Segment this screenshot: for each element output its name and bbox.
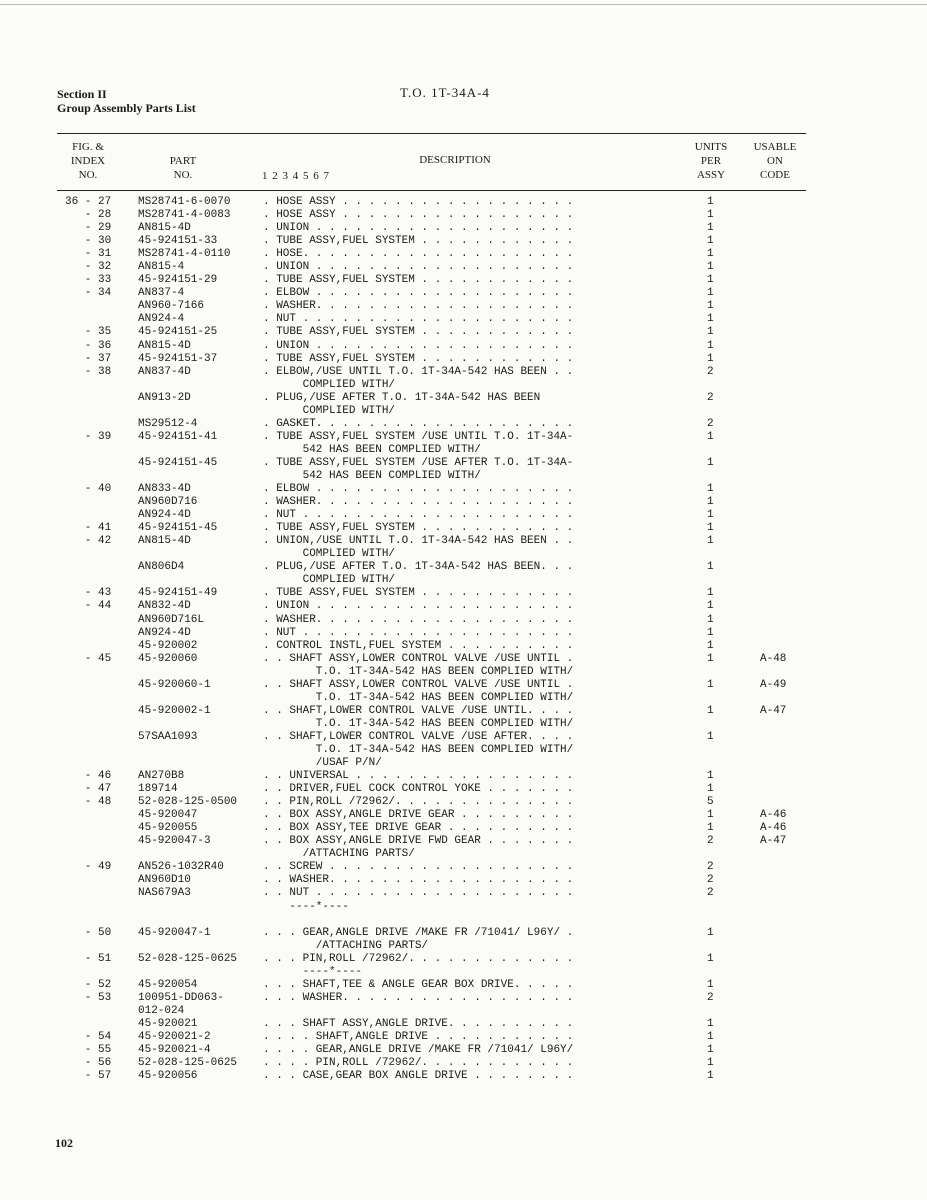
- units-cell: 1: [707, 613, 714, 626]
- table-row: [0, 809, 927, 822]
- table-row: [0, 287, 927, 300]
- column-header-description: DESCRIPTION: [419, 154, 491, 166]
- description-cell: COMPLIED WITH/: [263, 574, 396, 587]
- part-number-cell: 57SAA1093: [138, 730, 198, 743]
- table-row: [0, 692, 927, 705]
- part-number-cell: AN526-1032R40: [138, 861, 224, 874]
- description-cell: . WASHER. . . . . . . . . . . . . . . . . . . .: [263, 613, 574, 626]
- part-number-cell: AN960D10: [138, 874, 191, 887]
- table-row: [0, 992, 927, 1005]
- description-cell: . TUBE ASSY,FUEL SYSTEM . . . . . . . . . . . .: [263, 587, 574, 600]
- page-number: 102: [55, 1136, 73, 1150]
- fig-index-cell: - 40: [65, 483, 112, 496]
- units-cell: 1: [707, 196, 714, 208]
- table-row: [0, 861, 927, 874]
- units-cell: 1: [707, 1044, 714, 1057]
- units-cell: 1: [707, 1070, 714, 1083]
- table-row: [0, 392, 927, 405]
- column-header-line: PART: [169, 155, 197, 167]
- description-cell: . NUT . . . . . . . . . . . . . . . . . . . . .: [263, 313, 574, 326]
- fig-index-cell: - 33: [65, 274, 112, 287]
- part-number-cell: AN924-4D: [138, 626, 191, 639]
- fig-index-cell: - 41: [65, 522, 112, 535]
- description-cell: . HOSE. . . . . . . . . . . . . . . . . . . . .: [263, 248, 574, 261]
- units-cell: 1: [707, 300, 714, 313]
- column-header-line: NO.: [78, 169, 98, 181]
- table-row: [0, 444, 927, 457]
- fig-index-cell: - 53: [65, 991, 112, 1004]
- description-cell: . WASHER. . . . . . . . . . . . . . . . . . . .: [263, 496, 574, 509]
- description-cell: . UNION . . . . . . . . . . . . . . . . . . . .: [263, 339, 574, 352]
- table-row: [0, 874, 927, 887]
- part-number-cell: 45-920047-3: [138, 835, 211, 848]
- table-header-bottom-rule: [57, 190, 806, 191]
- part-number-cell: AN924-4D: [138, 509, 191, 522]
- part-number-cell: 45-924151-41: [138, 430, 218, 443]
- description-cell: /ATTACHING PARTS/: [263, 848, 415, 861]
- usable-code-cell: A-48: [760, 652, 787, 665]
- part-number-cell: AN815-4D: [138, 339, 191, 352]
- column-header-line: ON: [767, 155, 783, 167]
- fig-index-cell: - 38: [65, 365, 112, 378]
- column-header-line: CODE: [760, 169, 790, 181]
- table-header-top-rule: [57, 133, 806, 134]
- group-title: Group Assembly Parts List: [57, 101, 196, 115]
- description-cell: . HOSE ASSY . . . . . . . . . . . . . . . . . .: [263, 196, 574, 208]
- to-number: T.O. 1T-34A-4: [400, 85, 490, 100]
- units-cell: 1: [707, 326, 714, 339]
- units-cell: 2: [707, 417, 714, 430]
- fig-index-cell: 36 - 27: [65, 196, 112, 208]
- description-cell: . . SHAFT,LOWER CONTROL VALVE /USE AFTER. . . .: [263, 730, 574, 743]
- column-header-line: INDEX: [70, 155, 106, 167]
- units-cell: 1: [707, 783, 714, 796]
- table-row: [0, 561, 927, 574]
- table-row: [0, 848, 927, 861]
- part-number-cell: AN960D716: [138, 496, 198, 509]
- units-cell: 1: [707, 456, 714, 469]
- description-cell: . . UNIVERSAL . . . . . . . . . . . . . . . . .: [263, 770, 574, 783]
- table-row: [0, 196, 927, 209]
- fig-index-cell: - 42: [65, 535, 112, 548]
- description-cell: COMPLIED WITH/: [263, 404, 396, 417]
- usable-code-cell: A-47: [760, 835, 787, 848]
- section-label: Section II: [57, 87, 107, 101]
- units-cell: 2: [707, 365, 714, 378]
- table-row: [0, 274, 927, 287]
- part-number-cell: 189714: [138, 783, 178, 796]
- description-cell: . TUBE ASSY,FUEL SYSTEM . . . . . . . . . . . .: [263, 274, 574, 287]
- description-cell: T.O. 1T-34A-542 HAS BEEN COMPLIED WITH/: [263, 691, 574, 704]
- description-cell: . . DRIVER,FUEL COCK CONTROL YOKE . . . . . . .: [263, 783, 574, 796]
- units-cell: 2: [707, 887, 714, 900]
- description-cell: . . . SHAFT ASSY,ANGLE DRIVE. . . . . . . . . .: [263, 1017, 574, 1030]
- table-row: [0, 887, 927, 900]
- part-number-cell: 45-924151-45: [138, 456, 218, 469]
- units-cell: 1: [707, 809, 714, 822]
- column-header-indent-levels: 1 2 3 4 5 6 7: [262, 170, 330, 182]
- fig-index-cell: - 48: [65, 796, 112, 809]
- table-row: [0, 640, 927, 653]
- column-header-fig-index: [57, 140, 119, 182]
- description-cell: . GASKET. . . . . . . . . . . . . . . . . . . .: [263, 417, 574, 430]
- description-cell: . NUT . . . . . . . . . . . . . . . . . . . . .: [263, 509, 574, 522]
- units-cell: 1: [707, 678, 714, 691]
- units-cell: 1: [707, 1017, 714, 1030]
- part-number-cell: MS29512-4: [138, 417, 198, 430]
- description-cell: 542 HAS BEEN COMPLIED WITH/: [263, 469, 481, 482]
- fig-index-cell: - 50: [65, 926, 112, 939]
- description-cell: . . . WASHER. . . . . . . . . . . . . . . . . .: [263, 991, 574, 1004]
- usable-code-cell: A-47: [760, 704, 787, 717]
- description-cell: /USAF P/N/: [263, 757, 382, 770]
- table-row: [0, 1044, 927, 1057]
- units-cell: 1: [707, 770, 714, 783]
- units-cell: 1: [707, 1057, 714, 1070]
- table-row: [0, 313, 927, 326]
- usable-code-cell: A-46: [760, 822, 787, 835]
- fig-index-cell: - 47: [65, 783, 112, 796]
- table-row: [0, 953, 927, 966]
- table-row: [0, 979, 927, 992]
- description-cell: COMPLIED WITH/: [263, 378, 396, 391]
- part-number-cell: AN815-4D: [138, 222, 191, 235]
- parts-list-table: [0, 196, 927, 1083]
- fig-index-cell: - 57: [65, 1070, 112, 1083]
- description-cell: . UNION . . . . . . . . . . . . . . . . . . . .: [263, 222, 574, 235]
- units-cell: 1: [707, 509, 714, 522]
- part-number-cell: 45-920047-1: [138, 926, 211, 939]
- description-cell: . . . GEAR,ANGLE DRIVE /MAKE FR /71041/ L96Y/ .: [263, 926, 574, 939]
- column-header-units-per-assy: [678, 140, 744, 182]
- table-row: [0, 666, 927, 679]
- units-cell: 2: [707, 874, 714, 887]
- part-number-cell: 52-028-125-0625: [138, 1057, 238, 1070]
- description-cell: . TUBE ASSY,FUEL SYSTEM /USE UNTIL T.O. 1T-34A-: [263, 430, 574, 443]
- description-cell: . . . . SHAFT,ANGLE DRIVE . . . . . . . . . . .: [263, 1031, 574, 1043]
- description-cell: . . . . GEAR,ANGLE DRIVE /MAKE FR /71041/ L96Y/: [263, 1044, 574, 1057]
- description-cell: . CONTROL INSTL,FUEL SYSTEM . . . . . . . . . .: [263, 639, 574, 652]
- part-number-cell: 45-920021-2: [138, 1031, 211, 1043]
- description-cell: 542 HAS BEEN COMPLIED WITH/: [263, 443, 481, 456]
- description-cell: . . SHAFT ASSY,LOWER CONTROL VALVE /USE UNTIL .: [263, 652, 574, 665]
- part-number-cell: 45-920047: [138, 809, 198, 822]
- units-cell: 1: [707, 535, 714, 548]
- fig-index-cell: - 49: [65, 861, 112, 874]
- units-cell: 1: [707, 978, 714, 991]
- description-cell: T.O. 1T-34A-542 HAS BEEN COMPLIED WITH/: [263, 665, 574, 678]
- column-header-line: NO.: [173, 169, 193, 181]
- fig-index-cell: - 37: [65, 352, 112, 365]
- units-cell: 1: [707, 313, 714, 326]
- description-cell: . TUBE ASSY,FUEL SYSTEM /USE AFTER T.O. 1T-34A-: [263, 456, 574, 469]
- table-row: [0, 1070, 927, 1083]
- fig-index-cell: - 45: [65, 652, 112, 665]
- units-cell: 1: [707, 261, 714, 274]
- table-row: [0, 548, 927, 561]
- part-number-cell: 45-924151-49: [138, 587, 218, 600]
- units-cell: 1: [707, 209, 714, 222]
- part-number-cell: 012-024: [138, 1004, 185, 1017]
- units-cell: 1: [707, 652, 714, 665]
- table-row: [0, 457, 927, 470]
- table-row: [0, 326, 927, 339]
- table-row: [0, 770, 927, 783]
- part-number-cell: MS28741-6-0070: [138, 196, 231, 208]
- part-number-cell: 45-920060-1: [138, 678, 211, 691]
- units-cell: 2: [707, 991, 714, 1004]
- part-number-cell: AN924-4: [138, 313, 185, 326]
- part-number-cell: AN806D4: [138, 561, 185, 574]
- part-number-cell: 45-920002: [138, 639, 198, 652]
- table-row: [0, 600, 927, 613]
- units-cell: 1: [707, 822, 714, 835]
- description-cell: . . PIN,ROLL /72962/. . . . . . . . . . . . . .: [263, 796, 574, 809]
- fig-index-cell: - 54: [65, 1031, 112, 1043]
- description-cell: . . NUT . . . . . . . . . . . . . . . . . . . .: [263, 887, 574, 900]
- fig-index-cell: - 32: [65, 261, 112, 274]
- column-header-line: USABLE: [753, 141, 797, 153]
- units-cell: 1: [707, 561, 714, 574]
- part-number-cell: 100951-DD063-: [138, 991, 224, 1004]
- table-row: [0, 222, 927, 235]
- units-cell: 1: [707, 600, 714, 613]
- description-cell: ----*----: [263, 965, 363, 978]
- description-cell: . . WASHER. . . . . . . . . . . . . . . . . . .: [263, 874, 574, 887]
- table-row: [0, 248, 927, 261]
- part-number-cell: MS28741-4-0083: [138, 209, 231, 222]
- part-number-cell: 52-028-125-0500: [138, 796, 238, 809]
- units-cell: 1: [707, 952, 714, 965]
- description-cell: . WASHER. . . . . . . . . . . . . . . . . . . .: [263, 300, 574, 313]
- part-number-cell: 45-924151-33: [138, 235, 218, 248]
- table-row: [0, 483, 927, 496]
- description-cell: T.O. 1T-34A-542 HAS BEEN COMPLIED WITH/: [263, 717, 574, 730]
- table-row: [0, 679, 927, 692]
- description-cell: . TUBE ASSY,FUEL SYSTEM . . . . . . . . . . . .: [263, 352, 574, 365]
- part-number-cell: 45-920060: [138, 652, 198, 665]
- description-cell: . . SHAFT ASSY,LOWER CONTROL VALVE /USE UNTIL .: [263, 678, 574, 691]
- description-cell: . TUBE ASSY,FUEL SYSTEM . . . . . . . . . . . .: [263, 522, 574, 535]
- column-header-part-no: [138, 154, 228, 182]
- fig-index-cell: - 56: [65, 1057, 112, 1070]
- units-cell: 1: [707, 639, 714, 652]
- units-cell: 1: [707, 926, 714, 939]
- units-cell: 2: [707, 861, 714, 874]
- part-number-cell: AN960-7166: [138, 300, 205, 313]
- part-number-cell: 45-920055: [138, 822, 198, 835]
- description-cell: . . BOX ASSY,ANGLE DRIVE FWD GEAR . . . . . . .: [263, 835, 574, 848]
- units-cell: 1: [707, 287, 714, 300]
- table-row: [0, 940, 927, 953]
- table-row: [0, 757, 927, 770]
- usable-code-cell: A-46: [760, 809, 787, 822]
- part-number-cell: 45-924151-25: [138, 326, 218, 339]
- table-row: [0, 1005, 927, 1018]
- fig-index-cell: - 31: [65, 248, 112, 261]
- table-row: [0, 783, 927, 796]
- fig-index-cell: - 51: [65, 952, 112, 965]
- table-row: [0, 496, 927, 509]
- table-row: [0, 705, 927, 718]
- fig-index-cell: - 43: [65, 587, 112, 600]
- units-cell: 1: [707, 483, 714, 496]
- part-number-cell: 45-920021-4: [138, 1044, 211, 1057]
- part-number-cell: AN837-4: [138, 287, 185, 300]
- units-cell: 1: [707, 235, 714, 248]
- description-cell: . TUBE ASSY,FUEL SYSTEM . . . . . . . . . . . .: [263, 326, 574, 339]
- table-row: [0, 927, 927, 940]
- description-cell: . . . CASE,GEAR BOX ANGLE DRIVE . . . . . . . .: [263, 1070, 574, 1083]
- part-number-cell: 52-028-125-0625: [138, 952, 238, 965]
- table-row: [0, 209, 927, 222]
- part-number-cell: 45-920002-1: [138, 704, 211, 717]
- fig-index-cell: - 39: [65, 430, 112, 443]
- part-number-cell: AN913-2D: [138, 391, 191, 404]
- part-number-cell: AN960D716L: [138, 613, 205, 626]
- units-cell: 1: [707, 274, 714, 287]
- table-row: [0, 405, 927, 418]
- table-row: [0, 1031, 927, 1044]
- fig-index-cell: - 55: [65, 1044, 112, 1057]
- units-cell: 1: [707, 339, 714, 352]
- fig-index-cell: - 35: [65, 326, 112, 339]
- usable-code-cell: A-49: [760, 678, 787, 691]
- units-cell: 2: [707, 391, 714, 404]
- top-border-line: [0, 4, 927, 5]
- units-cell: 1: [707, 222, 714, 235]
- units-cell: 1: [707, 1031, 714, 1043]
- table-row: [0, 731, 927, 744]
- table-row: [0, 614, 927, 627]
- table-row: [0, 418, 927, 431]
- table-row: [0, 261, 927, 274]
- table-row: [0, 966, 927, 979]
- units-cell: 1: [707, 704, 714, 717]
- fig-index-cell: - 28: [65, 209, 112, 222]
- table-row: [0, 431, 927, 444]
- part-number-cell: AN833-4D: [138, 483, 191, 496]
- description-cell: . . SCREW . . . . . . . . . . . . . . . . . . .: [263, 861, 574, 874]
- part-number-cell: MS28741-4-0110: [138, 248, 231, 261]
- part-number-cell: AN815-4D: [138, 535, 191, 548]
- description-cell: . PLUG,/USE AFTER T.O. 1T-34A-542 HAS BEEN. . .: [263, 561, 574, 574]
- table-row: [0, 653, 927, 666]
- description-cell: . . SHAFT,LOWER CONTROL VALVE /USE UNTIL. . . .: [263, 704, 574, 717]
- part-number-cell: 45-924151-45: [138, 522, 218, 535]
- units-cell: 1: [707, 730, 714, 743]
- table-row: [0, 587, 927, 600]
- table-row: [0, 379, 927, 392]
- part-number-cell: AN837-4D: [138, 365, 191, 378]
- table-row: [0, 835, 927, 848]
- description-cell: . . . SHAFT,TEE & ANGLE GEAR BOX DRIVE. . . . .: [263, 978, 574, 991]
- part-number-cell: 45-924151-29: [138, 274, 218, 287]
- table-row: [0, 340, 927, 353]
- units-cell: 5: [707, 796, 714, 809]
- units-cell: 1: [707, 626, 714, 639]
- description-cell: . ELBOW . . . . . . . . . . . . . . . . . . . .: [263, 287, 574, 300]
- description-cell: COMPLIED WITH/: [263, 548, 396, 561]
- description-cell: . UNION . . . . . . . . . . . . . . . . . . . .: [263, 600, 574, 613]
- column-header-line: ASSY: [696, 169, 726, 181]
- column-header-line: PER: [700, 155, 722, 167]
- fig-index-cell: - 44: [65, 600, 112, 613]
- table-row: [0, 718, 927, 731]
- part-number-cell: 45-920021: [138, 1017, 198, 1030]
- table-row: [0, 235, 927, 248]
- table-row: [0, 535, 927, 548]
- description-cell: . ELBOW . . . . . . . . . . . . . . . . . . . .: [263, 483, 574, 496]
- description-cell: . TUBE ASSY,FUEL SYSTEM . . . . . . . . . . . .: [263, 235, 574, 248]
- part-number-cell: AN270B8: [138, 770, 185, 783]
- fig-index-cell: - 46: [65, 770, 112, 783]
- description-cell: T.O. 1T-34A-542 HAS BEEN COMPLIED WITH/: [263, 743, 574, 756]
- table-row: [0, 300, 927, 313]
- column-header-line: FIG. &: [72, 141, 104, 153]
- fig-index-cell: - 34: [65, 287, 112, 300]
- table-row: [0, 1018, 927, 1031]
- table-row: [0, 901, 927, 914]
- table-row: [0, 470, 927, 483]
- column-header-line: UNITS: [694, 141, 728, 153]
- part-number-cell: 45-920054: [138, 978, 198, 991]
- description-cell: . PLUG,/USE AFTER T.O. 1T-34A-542 HAS BEEN: [263, 391, 541, 404]
- table-row: [0, 627, 927, 640]
- description-cell: . HOSE ASSY . . . . . . . . . . . . . . . . . .: [263, 209, 574, 222]
- fig-index-cell: - 52: [65, 978, 112, 991]
- description-cell: /ATTACHING PARTS/: [263, 939, 429, 952]
- units-cell: 1: [707, 248, 714, 261]
- units-cell: 1: [707, 430, 714, 443]
- table-row: [0, 796, 927, 809]
- description-cell: . . . PIN,ROLL /72962/. . . . . . . . . . . . .: [263, 952, 574, 965]
- description-cell: . NUT . . . . . . . . . . . . . . . . . . . . .: [263, 626, 574, 639]
- table-row: [0, 574, 927, 587]
- description-cell: ----*----: [263, 900, 349, 913]
- table-row: [0, 1057, 927, 1070]
- units-cell: 1: [707, 587, 714, 600]
- units-cell: 1: [707, 352, 714, 365]
- description-cell: . . BOX ASSY,TEE DRIVE GEAR . . . . . . . . . .: [263, 822, 574, 835]
- fig-index-cell: - 30: [65, 235, 112, 248]
- table-row: [0, 522, 927, 535]
- table-row: [0, 353, 927, 366]
- column-header-usable-on-code: [744, 140, 806, 182]
- table-row: [0, 744, 927, 757]
- description-cell: . UNION,/USE UNTIL T.O. 1T-34A-542 HAS BEEN . .: [263, 535, 574, 548]
- part-number-cell: AN832-4D: [138, 600, 191, 613]
- table-row: [0, 822, 927, 835]
- part-number-cell: NAS679A3: [138, 887, 191, 900]
- part-number-cell: 45-924151-37: [138, 352, 218, 365]
- table-row: [0, 914, 927, 927]
- part-number-cell: AN815-4: [138, 261, 185, 274]
- fig-index-cell: - 36: [65, 339, 112, 352]
- table-row: [0, 509, 927, 522]
- description-cell: . ELBOW,/USE UNTIL T.O. 1T-34A-542 HAS BEEN . .: [263, 365, 574, 378]
- fig-index-cell: - 29: [65, 222, 112, 235]
- description-cell: . UNION . . . . . . . . . . . . . . . . . . . .: [263, 261, 574, 274]
- part-number-cell: 45-920056: [138, 1070, 198, 1083]
- units-cell: 1: [707, 496, 714, 509]
- description-cell: . . BOX ASSY,ANGLE DRIVE GEAR . . . . . . . . .: [263, 809, 574, 822]
- table-row: [0, 366, 927, 379]
- units-cell: 2: [707, 835, 714, 848]
- description-cell: . . . . PIN,ROLL /72962/. . . . . . . . . . . .: [263, 1057, 574, 1070]
- units-cell: 1: [707, 522, 714, 535]
